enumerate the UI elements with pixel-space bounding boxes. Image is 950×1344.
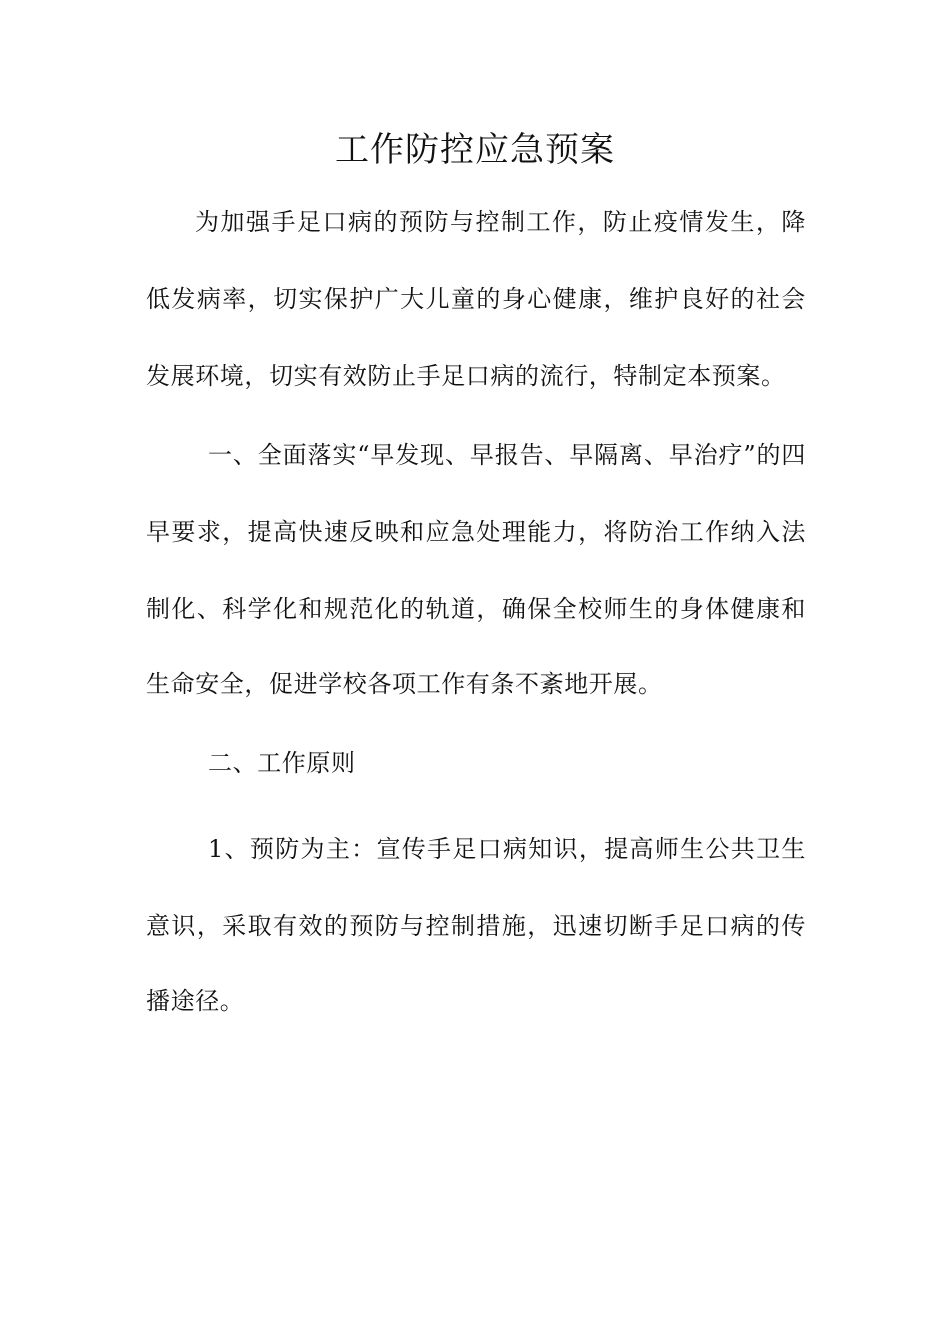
paragraph-line: 意识，采取有效的预防与控制措施，迅速切断手足口病的传 — [146, 912, 806, 940]
paragraph-line: 制化、科学化和规范化的轨道，确保全校师生的身体健康和 — [146, 595, 806, 623]
paragraph-line: 一、全面落实“早发现、早报告、早隔离、早治疗”的四 — [208, 441, 806, 469]
paragraph-line: 发展环境，切实有效防止手足口病的流行，特制定本预案。 — [146, 362, 786, 390]
paragraph-line: 1、预防为主：宣传手足口病知识，提高师生公共卫生 — [208, 835, 806, 863]
document-title: 工作防控应急预案 — [335, 130, 615, 170]
paragraph-line: 播途径。 — [146, 987, 245, 1015]
paragraph-line: 为加强手足口病的预防与控制工作，防止疫情发生，降 — [195, 208, 806, 236]
section-heading: 二、工作原则 — [208, 749, 356, 777]
paragraph-line: 低发病率，切实保护广大儿童的身心健康，维护良好的社会 — [146, 285, 806, 313]
paragraph-line: 早要求，提高快速反映和应急处理能力，将防治工作纳入法 — [146, 518, 806, 546]
paragraph-line: 生命安全，促进学校各项工作有条不紊地开展。 — [146, 670, 663, 698]
